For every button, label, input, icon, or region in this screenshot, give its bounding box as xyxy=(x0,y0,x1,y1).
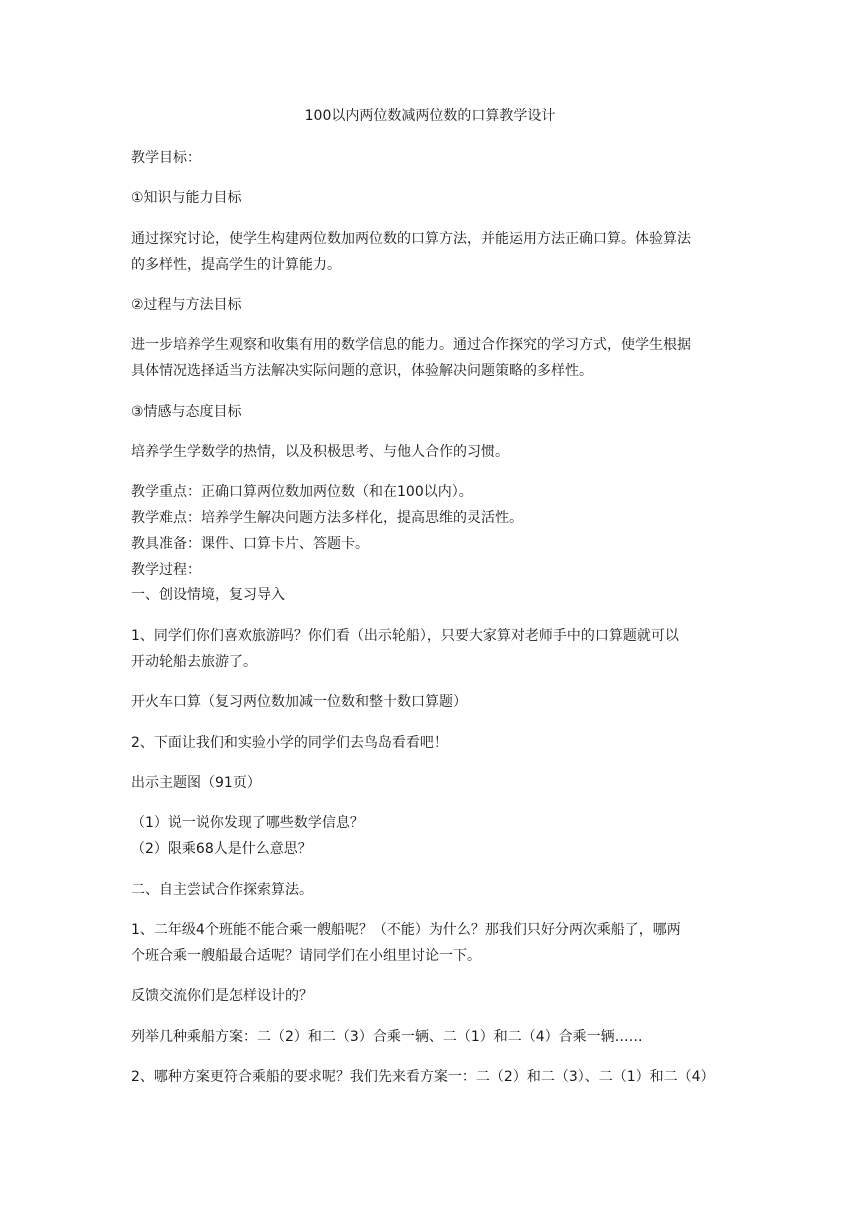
key-point: 教学重点：正确口算两位数加两位数（和在100以内）。 xyxy=(131,484,473,500)
s1-q1: （1）说一说你发现了哪些数学信息？ xyxy=(131,815,364,831)
goal2-heading: ②过程与方法目标 xyxy=(131,297,242,313)
document-title: 100以内两位数减两位数的口算教学设计 xyxy=(304,108,556,124)
s2-item2: 2、哪种方案更符合乘船的要求呢？我们先来看方案一：二（2）和二（3）、二（1）和二（4） xyxy=(131,1069,715,1085)
s1-train: 开火车口算（复习两位数加减一位数和整十数口算题） xyxy=(131,694,467,710)
s2-feedback: 反馈交流你们是怎样设计的？ xyxy=(131,988,313,1004)
s2-item1-line2: 个班合乘一艘船最合适呢？请同学们在小组里讨论一下。 xyxy=(131,948,481,964)
goal1-heading: ①知识与能力目标 xyxy=(131,190,242,206)
s1-item1-line1: 1、同学们你们喜欢旅游吗？你们看（出示轮船），只要大家算对老师手中的口算题就可以 xyxy=(131,628,679,644)
goal1-text-line2: 的多样性，提高学生的计算能力。 xyxy=(131,257,341,273)
difficulty: 教学难点：培养学生解决问题方法多样化，提高思维的灵活性。 xyxy=(131,510,523,526)
goal3-heading: ③情感与态度目标 xyxy=(131,404,242,420)
section2-heading: 二、自主尝试合作探索算法。 xyxy=(131,882,313,898)
goal2-text-line2: 具体情况选择适当方法解决实际问题的意识，体验解决问题策略的多样性。 xyxy=(131,363,593,379)
s1-item1-line2: 开动轮船去旅游了。 xyxy=(131,654,257,670)
materials: 教具准备：课件、口算卡片、答题卡。 xyxy=(131,536,369,552)
s2-plans: 列举几种乘船方案：二（2）和二（3）合乘一辆、二（1）和二（4）合乘一辆…… xyxy=(131,1029,643,1045)
process-heading: 教学过程： xyxy=(131,562,201,578)
s1-item2: 2、下面让我们和实验小学的同学们去鸟岛看看吧！ xyxy=(131,735,448,751)
goal3-text: 培养学生学数学的热情，以及积极思考、与他人合作的习惯。 xyxy=(131,444,509,460)
goal1-text-line1: 通过探究讨论，使学生构建两位数加两位数的口算方法，并能运用方法正确口算。体验算法 xyxy=(131,231,691,247)
section1-heading: 一、创设情境，复习导入 xyxy=(131,587,285,603)
s2-item1-line1: 1、二年级4个班能不能合乘一艘船呢？（不能）为什么？那我们只好分两次乘船了，哪两 xyxy=(131,922,681,938)
goal2-text-line1: 进一步培养学生观察和收集有用的数学信息的能力。通过合作探究的学习方式，使学生根据 xyxy=(131,337,691,353)
s1-q2: （2）限乘68人是什么意思？ xyxy=(131,841,312,857)
s1-show: 出示主题图（91页） xyxy=(131,775,261,791)
goal-heading: 教学目标： xyxy=(131,150,201,166)
